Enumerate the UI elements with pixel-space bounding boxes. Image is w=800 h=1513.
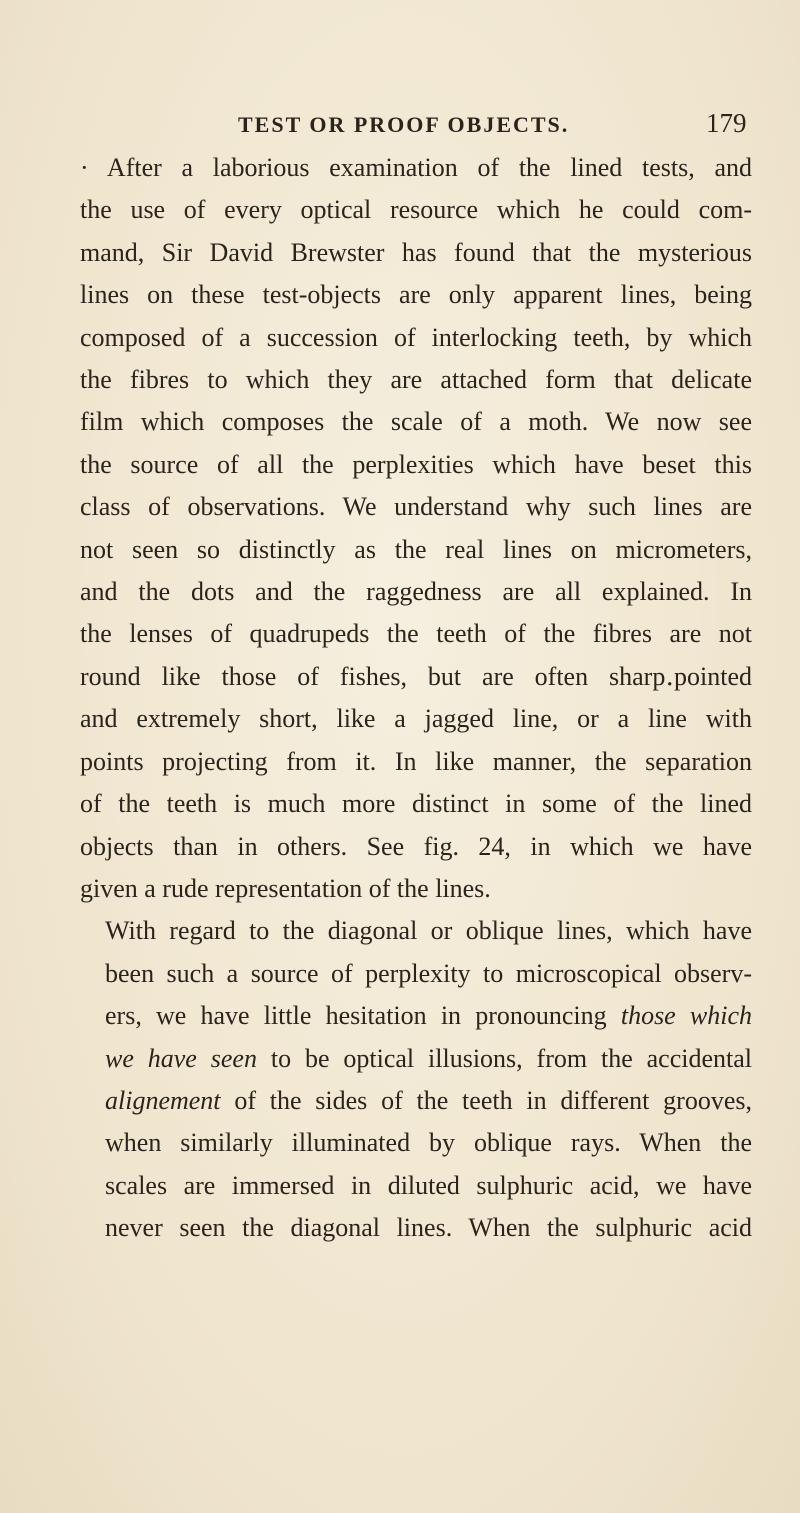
text-line: film which composes the scale of a moth. We now see xyxy=(80,407,752,437)
text-line: of the teeth is much more distinct in some of the lined xyxy=(80,789,752,819)
text-line: class of observations. We understand why such lines are xyxy=(80,492,752,522)
text-line: the lenses of quadrupeds the teeth of the fibres are not xyxy=(80,619,752,649)
text-line: the use of every optical resource which he could com- xyxy=(80,195,752,225)
running-title: TEST OR PROOF OBJECTS. xyxy=(238,112,570,137)
text-line: given a rude representation of the lines. xyxy=(80,873,491,903)
paragraph-1 xyxy=(80,147,752,910)
text-line: mand, Sir David Brewster has found that the mysterious xyxy=(80,237,752,267)
text-line: · After a laborious examination of the lined tests, and xyxy=(80,153,752,182)
page-number: 179 xyxy=(706,108,747,138)
text-line: and extremely short, like a jagged line, or a line with xyxy=(80,704,752,734)
text-segment: to be optical illusions, from the accidental xyxy=(270,1043,752,1073)
text-line: not seen so distinctly as the real lines on micrometers, xyxy=(80,534,752,564)
text-line: composed of a succession of interlocking teeth, by which xyxy=(80,322,752,352)
text-line-with-italic xyxy=(80,1038,752,1080)
text-line: the fibres to which they are attached form that delicate xyxy=(80,365,752,395)
text-line: and the dots and the raggedness are all explained. In xyxy=(80,577,752,607)
text-line: never seen the diagonal lines. When the sulphuric acid xyxy=(105,1213,752,1243)
text-line: round like those of fishes, but are often sharp․pointed xyxy=(80,661,752,691)
paragraph-2 xyxy=(80,910,752,1249)
text-segment: of the sides of the teeth in different grooves, xyxy=(234,1085,752,1115)
body-text xyxy=(80,147,752,1250)
italic-phrase: we have seen xyxy=(105,1043,257,1073)
text-line: when similarly illuminated by oblique rays. When the xyxy=(105,1128,752,1158)
text-line: points projecting from it. In like manner, the separation xyxy=(80,746,752,776)
text-line: lines on these test-objects are only apparent lines, being xyxy=(80,280,752,310)
text-line: scales are immersed in diluted sulphuric acid, we have xyxy=(105,1170,752,1200)
text-line: objects than in others. See fig. 24, in which we have xyxy=(80,831,752,861)
text-line: the source of all the perplexities which have beset this xyxy=(80,449,752,479)
text-line-with-italic xyxy=(80,1080,752,1122)
italic-word: alignement xyxy=(105,1085,221,1115)
text-line: With regard to the diagonal or oblique lines, which have xyxy=(105,916,752,946)
text-line: been such a source of perplexity to microscopical observ- xyxy=(105,958,752,988)
italic-phrase: those which xyxy=(620,1001,753,1031)
text-segment: ers, we have little hesitation in pronouncing xyxy=(105,1001,607,1031)
text-line-with-italic xyxy=(80,995,752,1037)
